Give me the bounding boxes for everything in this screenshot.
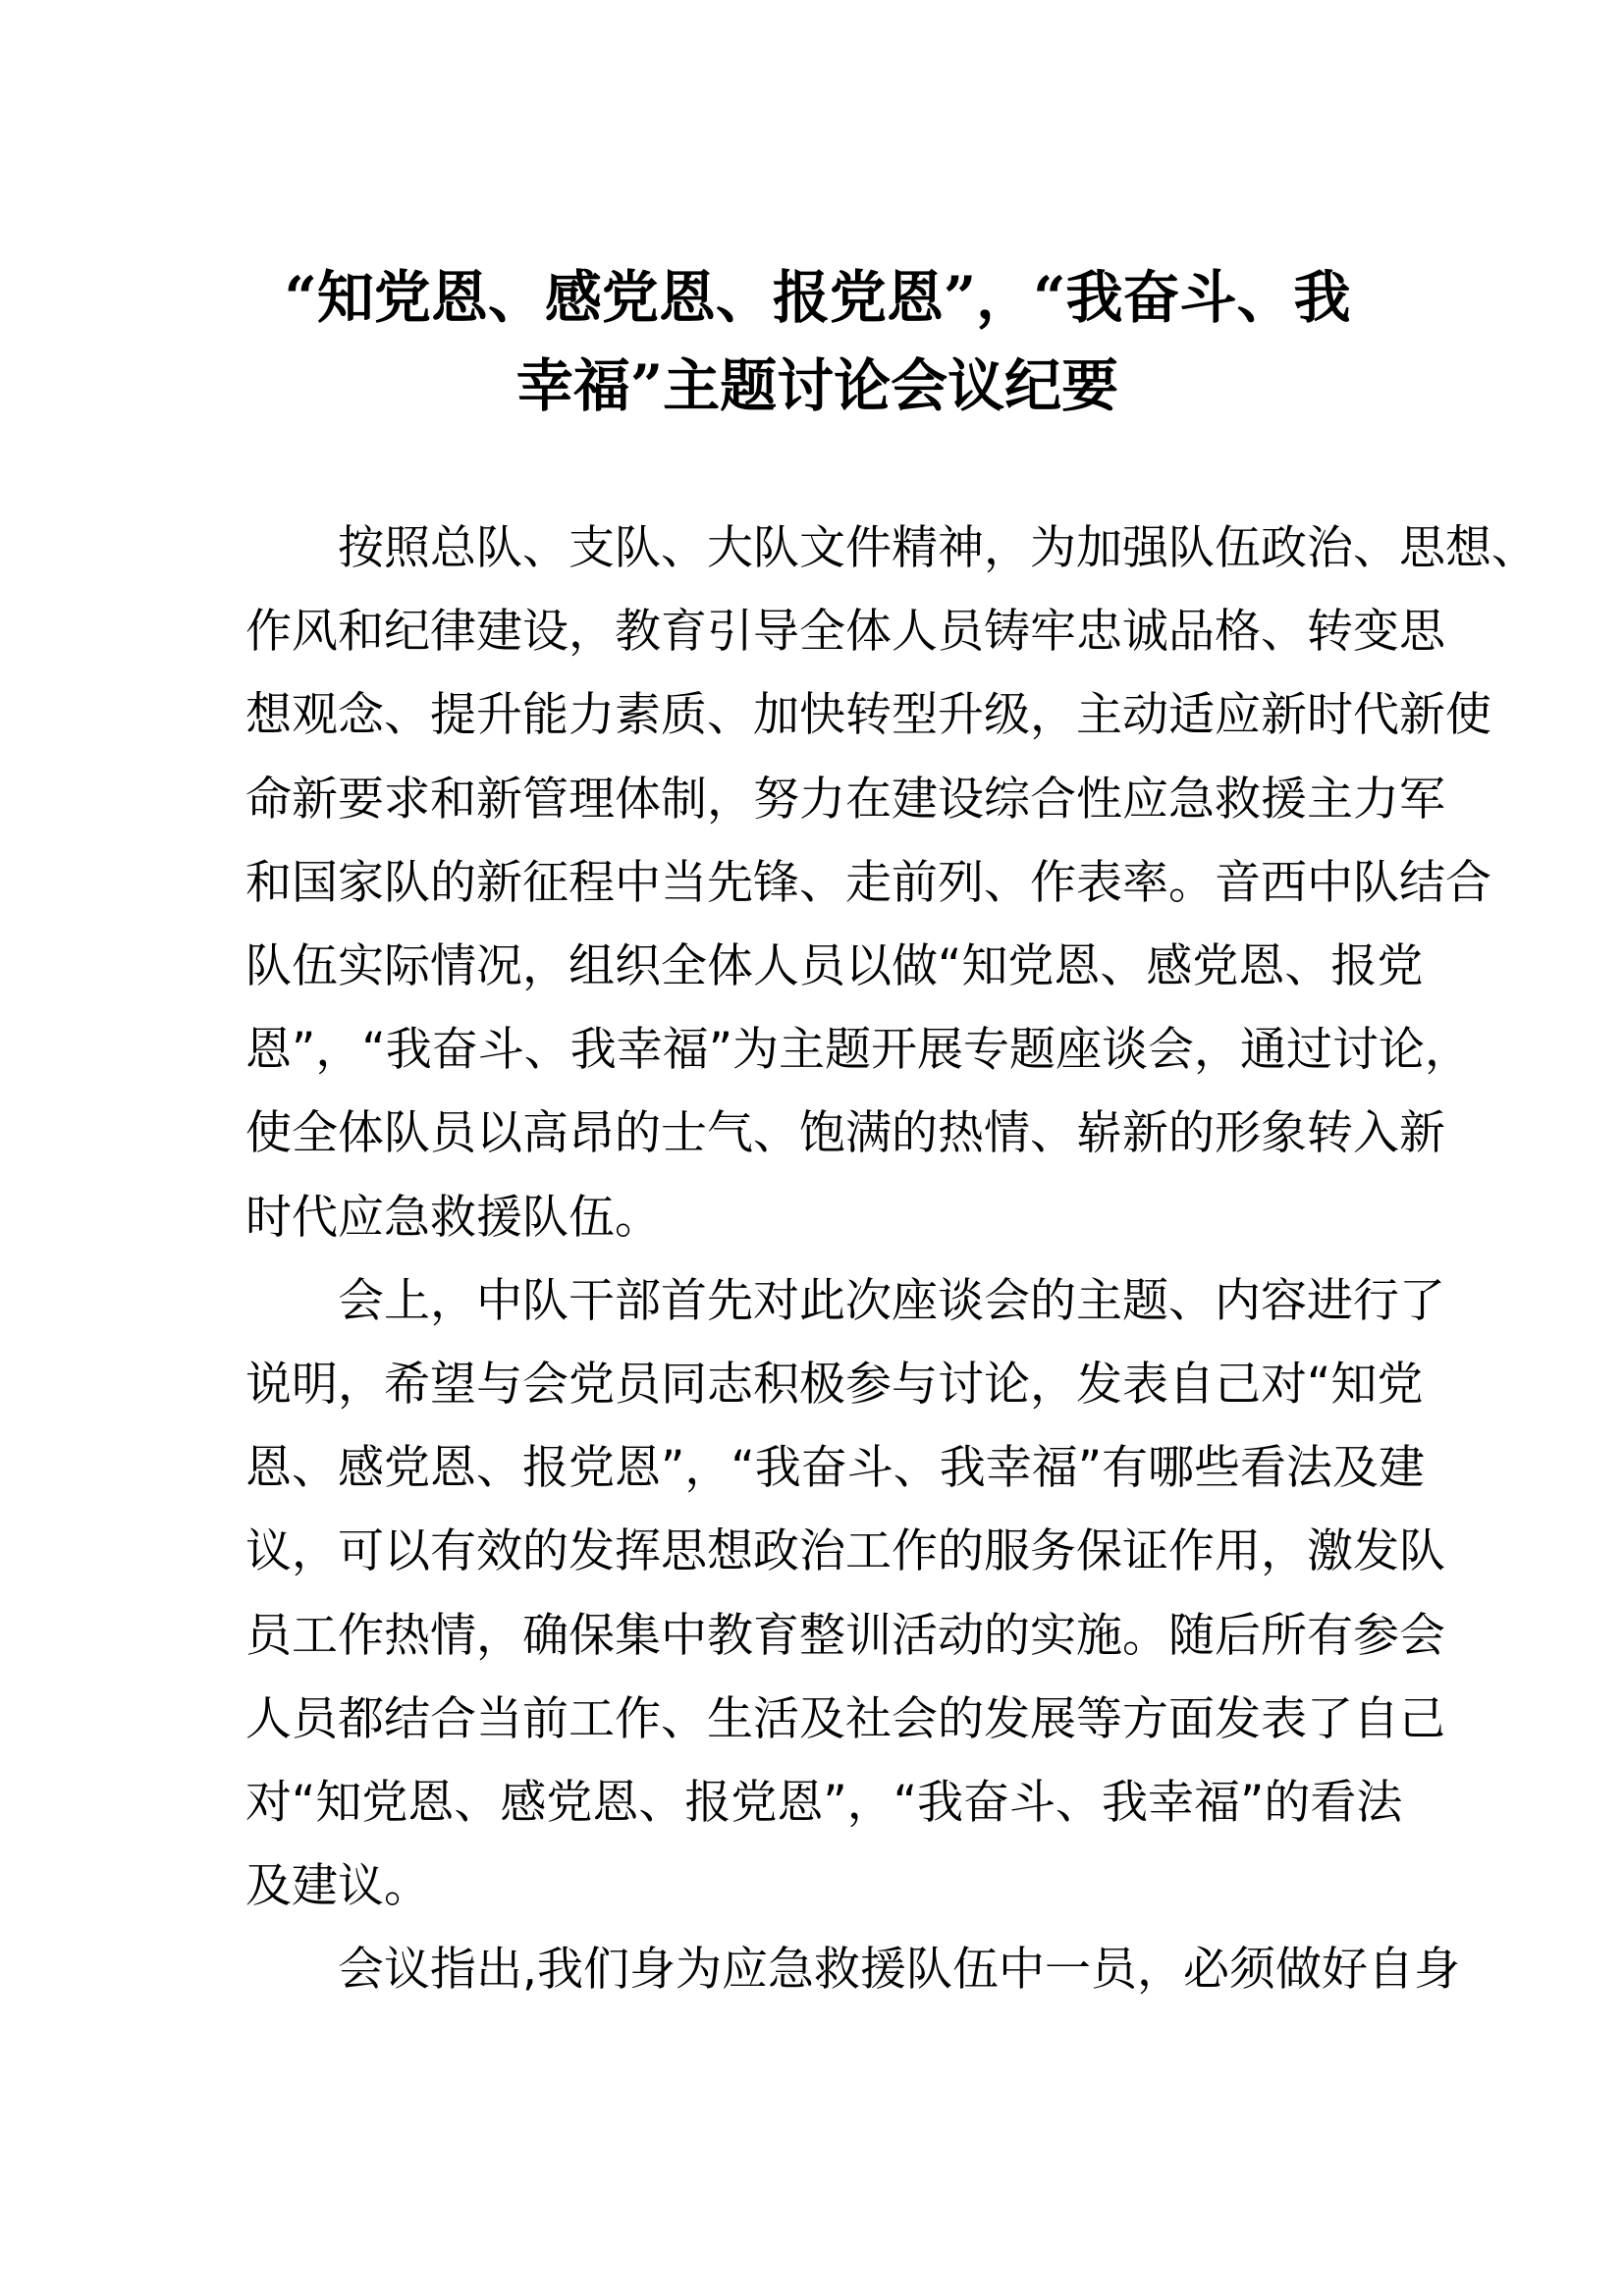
text-line: 作风和纪律建设，教育引导全体人员铸牢忠诚品格、转变思: [245, 605, 1445, 660]
text-line: 说明，希望与会党员同志积极参与讨论，发表自己对“知党: [245, 1358, 1424, 1413]
text-line: 会议指出,我们身为应急救援队伍中一员，必须做好自身: [338, 1943, 1460, 1998]
text-line: 会上，中队干部首先对此次座谈会的主题、内容进行了: [338, 1273, 1445, 1328]
text-line: 想观念、提升能力素质、加快转型升级，主动适应新时代新使: [245, 688, 1491, 743]
text-line: 及建议。: [245, 1859, 430, 1914]
text-line: 恩”，“我奋斗、我幸福”为主题开展专题座谈会，通过讨论，: [245, 1023, 1472, 1078]
text-line: 恩、感党恩、报党恩”，“我奋斗、我幸福”有哪些看法及建: [245, 1441, 1426, 1496]
paragraph-1: [245, 507, 1538, 1259]
document-title: [245, 253, 1389, 430]
text-line: 命新要求和新管理体制，努力在建设综合性应急救援主力军: [245, 772, 1445, 827]
text-line: 时代应急救援队伍。: [245, 1190, 661, 1245]
text-line: 议，可以有效的发挥思想政治工作的服务保证作用，激发队: [245, 1524, 1445, 1579]
document-body: [245, 507, 1538, 2012]
text-line: 按照总队、支队、大队文件精神，为加强队伍政治、思想、: [338, 521, 1538, 575]
title-line: 幸福”主题讨论会议纪要: [515, 352, 1119, 419]
paragraph-2: [245, 1259, 1445, 1929]
text-line: 队伍实际情况，组织全体人员以做“知党恩、感党恩、报党: [245, 939, 1424, 994]
text-line: 和国家队的新征程中当先锋、走前列、作表率。音西中队结合: [245, 855, 1491, 910]
text-line: 员工作热情，确保集中教育整训活动的实施。随后所有参会: [245, 1608, 1445, 1663]
paragraph-3: [245, 1928, 1460, 2011]
text-line: 对“知党恩、感党恩、报党恩”，“我奋斗、我幸福”的看法: [245, 1776, 1403, 1831]
title-line: “知党恩、感党恩、报党恩”，“我奋斗、我: [284, 264, 1351, 331]
text-line: 使全体队员以高昂的士气、饱满的热情、崭新的形象转入新: [245, 1106, 1445, 1161]
text-line: 人员都结合当前工作、生活及社会的发展等方面发表了自己: [245, 1691, 1445, 1746]
